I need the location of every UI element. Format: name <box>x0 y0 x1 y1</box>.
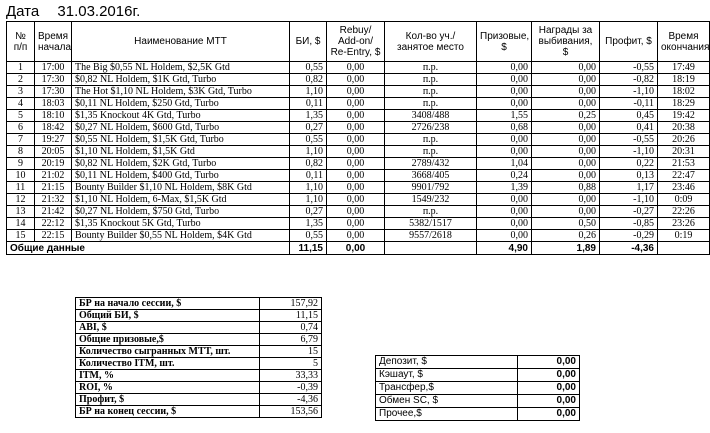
transaction-value: 0,00 <box>518 356 580 369</box>
cell-profit: 0,45 <box>600 110 658 122</box>
session-label: БР на конец сессии, $ <box>76 406 260 418</box>
session-label: Профит, $ <box>76 394 260 406</box>
cell-bi: 1,10 <box>290 182 327 194</box>
cell-start: 21:15 <box>35 182 72 194</box>
col-bi: БИ, $ <box>290 22 327 62</box>
transaction-row <box>376 395 580 408</box>
cell-ko: 0,00 <box>532 98 600 110</box>
session-value: -4,36 <box>260 394 322 406</box>
totals-end <box>658 242 710 255</box>
transactions-table <box>375 355 580 421</box>
table-row <box>7 122 710 134</box>
transaction-value: 0,00 <box>518 395 580 408</box>
session-label: БР на начало сессии, $ <box>76 298 260 310</box>
cell-ko: 0,00 <box>532 206 600 218</box>
transaction-value: 0,00 <box>518 382 580 395</box>
cell-end: 21:53 <box>658 158 710 170</box>
cell-name: $0,55 NL Holdem, $1,5K Gtd, Turbo <box>72 134 290 146</box>
transaction-label: Обмен SC, $ <box>376 395 518 408</box>
cell-profit: 0,22 <box>600 158 658 170</box>
cell-bi: 0,55 <box>290 134 327 146</box>
cell-rebuy: 0,00 <box>327 194 385 206</box>
cell-rebuy: 0,00 <box>327 170 385 182</box>
cell-rebuy: 0,00 <box>327 62 385 74</box>
cell-ko: 0,00 <box>532 62 600 74</box>
cell-name: Bounty Builder $0,55 NL Holdem, $4K Gtd <box>72 230 290 242</box>
session-value: 6,79 <box>260 334 322 346</box>
cell-entries: 9557/2618 <box>385 230 477 242</box>
transaction-label: Прочее,$ <box>376 408 518 421</box>
cell-prize: 0,00 <box>477 230 532 242</box>
cell-start: 21:02 <box>35 170 72 182</box>
cell-ko: 0,50 <box>532 218 600 230</box>
cell-n: 6 <box>7 122 35 134</box>
session-label: Количество сыгранных МТТ, шт. <box>76 346 260 358</box>
col-num: № п/п <box>7 22 35 62</box>
cell-profit: -0,55 <box>600 134 658 146</box>
cell-prize: 0,00 <box>477 218 532 230</box>
cell-name: $0,27 NL Holdem, $600 Gtd, Turbo <box>72 122 290 134</box>
cell-n: 14 <box>7 218 35 230</box>
cell-bi: 0,55 <box>290 230 327 242</box>
col-entries: Кол-во уч./ занятое место <box>385 22 477 62</box>
totals-profit: -4,36 <box>600 242 658 255</box>
cell-entries: 2789/432 <box>385 158 477 170</box>
tournaments-table <box>6 21 710 255</box>
cell-entries: п.р. <box>385 98 477 110</box>
cell-profit: 0,13 <box>600 170 658 182</box>
cell-prize: 0,00 <box>477 74 532 86</box>
cell-end: 18:02 <box>658 86 710 98</box>
table-row <box>7 206 710 218</box>
table-row <box>7 218 710 230</box>
session-value: 33,33 <box>260 370 322 382</box>
cell-ko: 0,00 <box>532 146 600 158</box>
cell-rebuy: 0,00 <box>327 182 385 194</box>
cell-bi: 0,11 <box>290 98 327 110</box>
cell-start: 17:00 <box>35 62 72 74</box>
cell-ko: 0,00 <box>532 170 600 182</box>
cell-entries: 1549/232 <box>385 194 477 206</box>
cell-n: 13 <box>7 206 35 218</box>
session-value: 0,74 <box>260 322 322 334</box>
cell-end: 17:49 <box>658 62 710 74</box>
session-label: Количество ITM, шт. <box>76 358 260 370</box>
cell-rebuy: 0,00 <box>327 74 385 86</box>
cell-profit: 1,17 <box>600 182 658 194</box>
cell-rebuy: 0,00 <box>327 134 385 146</box>
col-rebuy: Rebuy/ Add-on/ Re-Entry, $ <box>327 22 385 62</box>
cell-prize: 0,24 <box>477 170 532 182</box>
cell-start: 21:42 <box>35 206 72 218</box>
col-ko: Награды за выбивания, $ <box>532 22 600 62</box>
cell-entries: п.р. <box>385 206 477 218</box>
cell-entries: 3408/488 <box>385 110 477 122</box>
cell-n: 11 <box>7 182 35 194</box>
cell-name: The Hot $1,10 NL Holdem, $3K Gtd, Turbo <box>72 86 290 98</box>
cell-entries: п.р. <box>385 74 477 86</box>
session-value: 11,15 <box>260 310 322 322</box>
cell-n: 10 <box>7 170 35 182</box>
cell-start: 18:10 <box>35 110 72 122</box>
col-prize: Призовые, $ <box>477 22 532 62</box>
cell-ko: 0,00 <box>532 122 600 134</box>
transaction-value: 0,00 <box>518 408 580 421</box>
cell-name: $1,35 Knockout 5K Gtd, Turbo <box>72 218 290 230</box>
table-row <box>7 134 710 146</box>
totals-label: Общие данные <box>7 242 290 255</box>
session-row <box>76 322 322 334</box>
table-row <box>7 182 710 194</box>
cell-entries: п.р. <box>385 86 477 98</box>
totals-entries <box>385 242 477 255</box>
session-row <box>76 334 322 346</box>
cell-start: 17:30 <box>35 74 72 86</box>
cell-name: $0,11 NL Holdem, $400 Gtd, Turbo <box>72 170 290 182</box>
session-row <box>76 310 322 322</box>
session-row <box>76 370 322 382</box>
cell-profit: -0,82 <box>600 74 658 86</box>
col-start: Время начала <box>35 22 72 62</box>
cell-ko: 0,25 <box>532 110 600 122</box>
cell-bi: 0,27 <box>290 122 327 134</box>
cell-bi: 0,82 <box>290 74 327 86</box>
cell-entries: п.р. <box>385 62 477 74</box>
cell-entries: 5382/1517 <box>385 218 477 230</box>
cell-end: 19:42 <box>658 110 710 122</box>
cell-bi: 1,35 <box>290 110 327 122</box>
cell-profit: -0,55 <box>600 62 658 74</box>
cell-end: 22:47 <box>658 170 710 182</box>
totals-prize: 4,90 <box>477 242 532 255</box>
cell-profit: -0,29 <box>600 230 658 242</box>
cell-rebuy: 0,00 <box>327 98 385 110</box>
table-row <box>7 146 710 158</box>
cell-ko: 0,00 <box>532 74 600 86</box>
cell-n: 7 <box>7 134 35 146</box>
totals-ko: 1,89 <box>532 242 600 255</box>
session-value: -0,39 <box>260 382 322 394</box>
cell-entries: 3668/405 <box>385 170 477 182</box>
cell-profit: -0,11 <box>600 98 658 110</box>
cell-ko: 0,26 <box>532 230 600 242</box>
cell-entries: 2726/238 <box>385 122 477 134</box>
cell-entries: п.р. <box>385 146 477 158</box>
cell-n: 9 <box>7 158 35 170</box>
cell-rebuy: 0,00 <box>327 86 385 98</box>
cell-end: 0:19 <box>658 230 710 242</box>
cell-name: $0,82 NL Holdem, $1K Gtd, Turbo <box>72 74 290 86</box>
cell-bi: 0,11 <box>290 170 327 182</box>
cell-profit: -1,10 <box>600 86 658 98</box>
transaction-label: Трансфер,$ <box>376 382 518 395</box>
col-profit: Профит, $ <box>600 22 658 62</box>
cell-name: $0,27 NL Holdem, $750 Gtd, Turbo <box>72 206 290 218</box>
cell-ko: 0,00 <box>532 86 600 98</box>
cell-prize: 0,00 <box>477 62 532 74</box>
table-row <box>7 62 710 74</box>
cell-end: 18:29 <box>658 98 710 110</box>
cell-prize: 0,00 <box>477 206 532 218</box>
date-label: Дата <box>6 3 40 20</box>
totals-row <box>7 242 710 255</box>
cell-n: 4 <box>7 98 35 110</box>
transaction-value: 0,00 <box>518 369 580 382</box>
session-value: 153,56 <box>260 406 322 418</box>
cell-prize: 0,00 <box>477 146 532 158</box>
cell-entries: 9901/792 <box>385 182 477 194</box>
cell-start: 20:05 <box>35 146 72 158</box>
cell-name: $0,82 NL Holdem, $2K Gtd, Turbo <box>72 158 290 170</box>
date-line <box>6 3 140 20</box>
cell-ko: 0,00 <box>532 194 600 206</box>
cell-ko: 0,00 <box>532 158 600 170</box>
cell-n: 2 <box>7 74 35 86</box>
transaction-row <box>376 356 580 369</box>
cell-n: 8 <box>7 146 35 158</box>
cell-rebuy: 0,00 <box>327 146 385 158</box>
cell-rebuy: 0,00 <box>327 122 385 134</box>
cell-profit: 0,41 <box>600 122 658 134</box>
cell-start: 22:12 <box>35 218 72 230</box>
cell-name: $0,11 NL Holdem, $250 Gtd, Turbo <box>72 98 290 110</box>
cell-n: 3 <box>7 86 35 98</box>
session-value: 15 <box>260 346 322 358</box>
session-label: ITM, % <box>76 370 260 382</box>
cell-prize: 0,68 <box>477 122 532 134</box>
totals-bi: 11,15 <box>290 242 327 255</box>
cell-prize: 1,39 <box>477 182 532 194</box>
cell-start: 21:32 <box>35 194 72 206</box>
transaction-row <box>376 408 580 421</box>
session-label: Общие призовые,$ <box>76 334 260 346</box>
table-row <box>7 74 710 86</box>
cell-start: 18:03 <box>35 98 72 110</box>
cell-entries: п.р. <box>385 134 477 146</box>
cell-profit: -0,27 <box>600 206 658 218</box>
table-header-row <box>7 22 710 62</box>
cell-start: 22:15 <box>35 230 72 242</box>
date-value: 31.03.2016г. <box>57 3 141 20</box>
cell-rebuy: 0,00 <box>327 158 385 170</box>
cell-prize: 0,00 <box>477 98 532 110</box>
table-row <box>7 194 710 206</box>
session-label: ABI, $ <box>76 322 260 334</box>
totals-rebuy: 0,00 <box>327 242 385 255</box>
session-label: ROI, % <box>76 382 260 394</box>
cell-end: 18:19 <box>658 74 710 86</box>
cell-name: Bounty Builder $1,10 NL Holdem, $8K Gtd <box>72 182 290 194</box>
cell-rebuy: 0,00 <box>327 218 385 230</box>
cell-bi: 1,10 <box>290 194 327 206</box>
cell-bi: 1,10 <box>290 146 327 158</box>
session-value: 5 <box>260 358 322 370</box>
session-summary-table <box>75 297 322 418</box>
table-row <box>7 170 710 182</box>
cell-rebuy: 0,00 <box>327 206 385 218</box>
cell-start: 17:30 <box>35 86 72 98</box>
session-row <box>76 394 322 406</box>
cell-profit: -1,10 <box>600 146 658 158</box>
cell-bi: 0,27 <box>290 206 327 218</box>
cell-start: 18:42 <box>35 122 72 134</box>
session-row <box>76 382 322 394</box>
cell-start: 19:27 <box>35 134 72 146</box>
cell-prize: 0,00 <box>477 134 532 146</box>
cell-n: 15 <box>7 230 35 242</box>
cell-name: $1,10 NL Holdem, $1,5K Gtd <box>72 146 290 158</box>
transaction-row <box>376 369 580 382</box>
cell-prize: 0,00 <box>477 194 532 206</box>
col-end: Время окончания <box>658 22 710 62</box>
cell-n: 5 <box>7 110 35 122</box>
transaction-label: Кэшаут, $ <box>376 369 518 382</box>
cell-rebuy: 0,00 <box>327 230 385 242</box>
cell-profit: -1,10 <box>600 194 658 206</box>
cell-bi: 0,55 <box>290 62 327 74</box>
cell-start: 20:19 <box>35 158 72 170</box>
table-row <box>7 98 710 110</box>
transaction-row <box>376 382 580 395</box>
table-row <box>7 158 710 170</box>
cell-bi: 0,82 <box>290 158 327 170</box>
session-row <box>76 346 322 358</box>
cell-end: 23:26 <box>658 218 710 230</box>
session-value: 157,92 <box>260 298 322 310</box>
cell-name: $1,10 NL Holdem, 6-Max, $1,5K Gtd <box>72 194 290 206</box>
cell-name: $1,35 Knockout 4K Gtd, Turbo <box>72 110 290 122</box>
cell-prize: 0,00 <box>477 86 532 98</box>
cell-n: 1 <box>7 62 35 74</box>
cell-end: 0:09 <box>658 194 710 206</box>
cell-end: 22:26 <box>658 206 710 218</box>
cell-end: 20:31 <box>658 146 710 158</box>
col-name: Наименование МТТ <box>72 22 290 62</box>
cell-profit: -0,85 <box>600 218 658 230</box>
table-row <box>7 110 710 122</box>
session-row <box>76 358 322 370</box>
cell-end: 23:46 <box>658 182 710 194</box>
cell-ko: 0,00 <box>532 134 600 146</box>
session-label: Общий БИ, $ <box>76 310 260 322</box>
cell-prize: 1,55 <box>477 110 532 122</box>
session-row <box>76 406 322 418</box>
transaction-label: Депозит, $ <box>376 356 518 369</box>
cell-ko: 0,88 <box>532 182 600 194</box>
cell-bi: 1,10 <box>290 86 327 98</box>
cell-prize: 1,04 <box>477 158 532 170</box>
cell-end: 20:38 <box>658 122 710 134</box>
cell-end: 20:26 <box>658 134 710 146</box>
table-row <box>7 230 710 242</box>
table-row <box>7 86 710 98</box>
session-row <box>76 298 322 310</box>
cell-bi: 1,35 <box>290 218 327 230</box>
cell-rebuy: 0,00 <box>327 110 385 122</box>
cell-name: The Big $0,55 NL Holdem, $2,5K Gtd <box>72 62 290 74</box>
cell-n: 12 <box>7 194 35 206</box>
